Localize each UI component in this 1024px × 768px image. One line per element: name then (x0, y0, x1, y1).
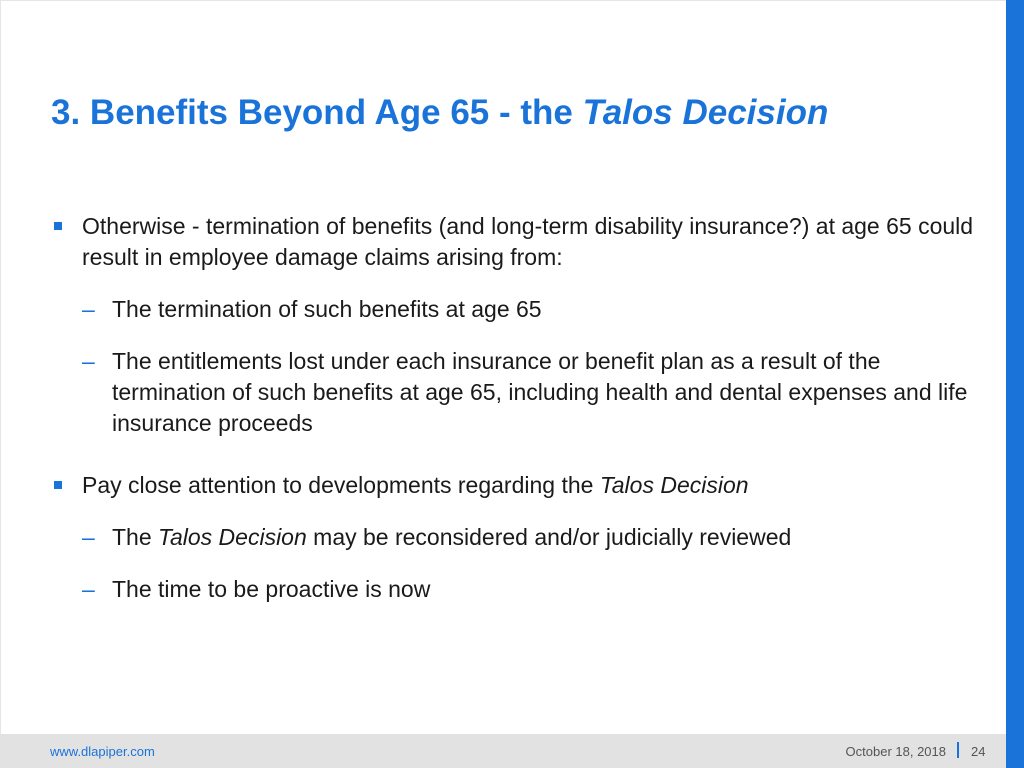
square-bullet-icon (54, 222, 62, 230)
subbullet-text: The entitlements lost under each insurance or benefit plan as a result of the termination of such benefits at age 65, including health and dental expenses and life insurance proceeds (112, 348, 968, 436)
subbullet-item (51, 574, 981, 605)
bullet-text: Pay close attention to developments regarding the (82, 472, 600, 498)
square-bullet-icon (54, 481, 62, 489)
slide-content (51, 211, 981, 626)
footer-separator (957, 742, 959, 758)
slide-title (51, 93, 828, 133)
footer-date: October 18, 2018 (845, 744, 946, 759)
title-prefix: 3. Benefits Beyond Age 65 - the (51, 93, 583, 132)
bullet-text: Otherwise - termination of benefits (and long-term disability insurance?) at age 65 could result in employee damage claims arising from: (82, 213, 974, 270)
dash-bullet-icon: – (82, 296, 95, 322)
subbullet-text: The time to be proactive is now (112, 576, 431, 602)
dash-bullet-icon: – (82, 576, 95, 602)
subbullet-text-post: may be reconsidered and/or judicially reviewed (306, 524, 792, 550)
subbullet-item (51, 294, 981, 325)
page-number: 24 (971, 744, 986, 759)
subbullet-item (51, 522, 981, 553)
dash-bullet-icon: – (82, 524, 95, 550)
footer-url-link[interactable]: www.dlapiper.com (50, 744, 155, 759)
dash-bullet-icon: – (82, 348, 95, 374)
bullet-item (51, 470, 981, 501)
title-emphasis: Talos Decision (582, 93, 829, 132)
bullet-emphasis: Talos Decision (599, 472, 749, 498)
accent-bar (1006, 0, 1024, 768)
subbullet-emphasis: Talos Decision (158, 524, 307, 550)
subbullet-text: The termination of such benefits at age 65 (112, 296, 542, 322)
footer (0, 734, 1006, 768)
subbullet-item (51, 346, 981, 439)
subbullet-text-pre: The (112, 524, 159, 550)
bullet-item (51, 211, 981, 273)
